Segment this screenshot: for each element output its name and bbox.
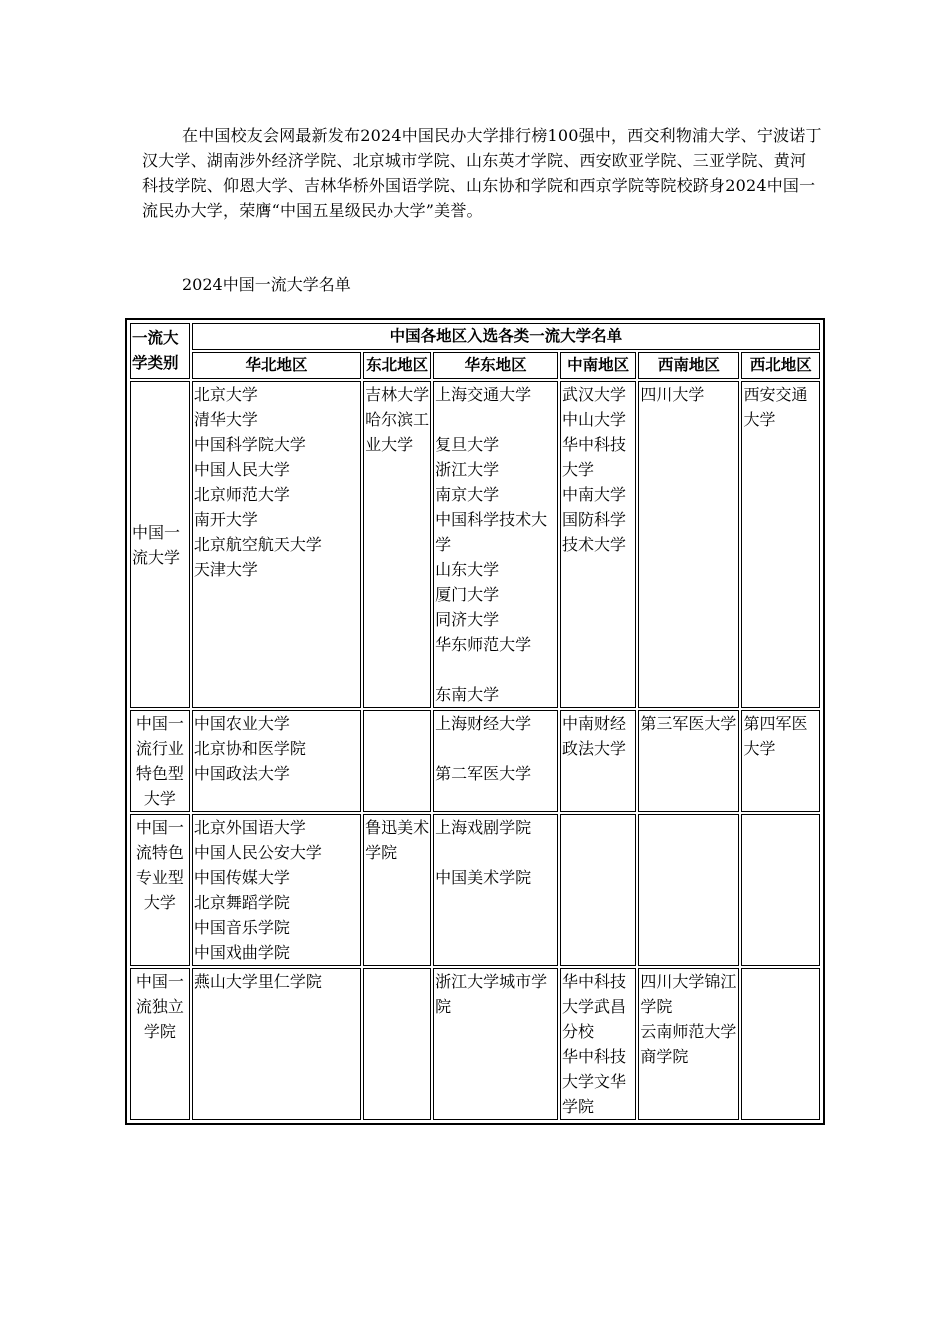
main-header: 中国各地区入选各类一流大学名单 (192, 323, 820, 350)
cell-line: 华中科技大学 (562, 435, 627, 479)
cell-line (435, 407, 556, 432)
university-table (125, 318, 825, 1125)
university-table-grid (128, 321, 822, 1122)
cell-line: 上海财经大学 (435, 714, 532, 733)
cell-line: 哈尔滨工业大学 (365, 410, 430, 454)
region-header-north-china: 华北地区 (192, 352, 361, 379)
category-cell: 中国一流行业特色型大学 (130, 710, 190, 812)
cell-line: 华中科技大学文华学院 (562, 1047, 627, 1116)
cell-line: 浙江大学城市学院 (435, 972, 548, 1016)
cell-line: 清华大学 (193, 410, 258, 429)
cell-line: 云南师范大学商学院 (640, 1022, 737, 1066)
cell-east-china (433, 968, 558, 1120)
region-header-southwest: 西南地区 (638, 352, 739, 379)
region-header-northeast: 东北地区 (363, 352, 431, 379)
cell-line: 吉林大学 (365, 385, 430, 404)
cell-line: 中国政法大学 (193, 764, 290, 783)
cell-northwest (741, 381, 820, 708)
cell-line: 北京舞蹈学院 (193, 893, 290, 912)
cell-line: 西安交通大学 (743, 385, 808, 429)
cell-line: 鲁迅美术学院 (365, 818, 430, 862)
cell-northeast (363, 381, 431, 708)
cell-line: 四川大学 (640, 385, 705, 404)
cell-line: 第三军医大学 (640, 714, 737, 733)
cell-line: 东南大学 (435, 685, 500, 704)
cell-north-china (192, 814, 361, 966)
cell-line: 上海戏剧学院 (435, 818, 532, 837)
cell-southwest (638, 814, 739, 966)
cell-central-south (560, 968, 636, 1120)
cell-line: 南开大学 (193, 510, 258, 529)
cell-line: 华东师范大学 (435, 635, 532, 654)
cell-east-china (433, 814, 558, 966)
cell-line: 中国美术学院 (435, 868, 532, 887)
cell-southwest (638, 968, 739, 1120)
cell-northeast (363, 710, 431, 812)
list-title: 2024中国一流大学名单 (182, 275, 351, 294)
cell-line: 中南财经政法大学 (562, 714, 627, 758)
cell-line: 四川大学锦江学院 (640, 972, 737, 1016)
cell-line: 天津大学 (193, 560, 258, 579)
table-row (130, 710, 820, 812)
cell-line (435, 736, 556, 761)
cell-line: 中国音乐学院 (193, 918, 290, 937)
cell-line: 北京航空航天大学 (193, 535, 322, 554)
cell-line: 国防科学技术大学 (562, 510, 627, 554)
intro-paragraph: 在中国校友会网最新发布2024中国民办大学排行榜100强中，西交利物浦大学、宁波诺丁汉大学、湖南涉外经济学院、北京城市学院、山东英才学院、西安欧亚学院、三亚学院、黄河科技学院、仰恩大学、吉林华桥外国语学院、山东协和学院和西京学院等院校跻身2024中国一流民办大学，荣膺“中国五星级民办大学”美誉。 (142, 126, 822, 220)
cell-line (562, 815, 634, 840)
category-cell: 中国一流特色专业型大学 (130, 814, 190, 966)
cell-southwest (638, 710, 739, 812)
category-cell: 中国一流独立学院 (130, 968, 190, 1120)
header-row-regions (130, 352, 820, 379)
cell-line: 同济大学 (435, 610, 500, 629)
cell-northeast (363, 814, 431, 966)
cell-line: 第二军医大学 (435, 764, 532, 783)
cell-line: 中国科学院大学 (193, 435, 306, 454)
table-row (130, 968, 820, 1120)
cell-line: 中国农业大学 (193, 714, 290, 733)
region-header-east-china: 华东地区 (433, 352, 558, 379)
cell-southwest (638, 381, 739, 708)
cell-line (365, 711, 429, 736)
cell-north-china (192, 381, 361, 708)
cell-line: 中国人民公安大学 (193, 843, 322, 862)
cell-line (743, 815, 818, 840)
cell-line: 燕山大学里仁学院 (193, 972, 322, 991)
table-row (130, 814, 820, 966)
cell-north-china (192, 710, 361, 812)
cell-line: 北京外国语大学 (193, 818, 306, 837)
cell-northwest (741, 814, 820, 966)
cell-line: 复旦大学 (435, 435, 500, 454)
cell-line: 华中科技大学武昌分校 (562, 972, 627, 1041)
cell-central-south (560, 814, 636, 966)
region-header-central-south: 中南地区 (560, 352, 636, 379)
cell-line: 浙江大学 (435, 460, 500, 479)
cell-line: 中南大学 (562, 485, 627, 504)
cell-line: 南京大学 (435, 485, 500, 504)
cell-line (743, 969, 818, 994)
category-cell: 中国一流大学 (130, 381, 190, 708)
cell-northwest (741, 710, 820, 812)
cell-line: 厦门大学 (435, 585, 500, 604)
header-row-main (130, 323, 820, 350)
cell-line: 上海交通大学 (435, 385, 532, 404)
cell-line (365, 969, 429, 994)
cell-central-south (560, 381, 636, 708)
cell-line: 武汉大学 (562, 385, 627, 404)
cell-line: 第四军医大学 (743, 714, 808, 758)
cell-line: 北京师范大学 (193, 485, 290, 504)
cell-northeast (363, 968, 431, 1120)
cell-line: 北京协和医学院 (193, 739, 306, 758)
cell-east-china (433, 381, 558, 708)
cell-line: 中山大学 (562, 410, 627, 429)
category-header: 一流大学类别 (130, 323, 190, 379)
cell-line: 中国科学技术大学 (435, 510, 548, 554)
table-row (130, 381, 820, 708)
cell-north-china (192, 968, 361, 1120)
cell-line: 中国人民大学 (193, 460, 290, 479)
cell-northwest (741, 968, 820, 1120)
cell-line: 北京大学 (193, 385, 258, 404)
region-header-northwest: 西北地区 (741, 352, 820, 379)
cell-line: 山东大学 (435, 560, 500, 579)
cell-line (435, 657, 556, 682)
cell-east-china (433, 710, 558, 812)
cell-line (640, 815, 737, 840)
cell-central-south (560, 710, 636, 812)
cell-line: 中国戏曲学院 (193, 943, 290, 962)
cell-line (435, 840, 556, 865)
cell-line: 中国传媒大学 (193, 868, 290, 887)
